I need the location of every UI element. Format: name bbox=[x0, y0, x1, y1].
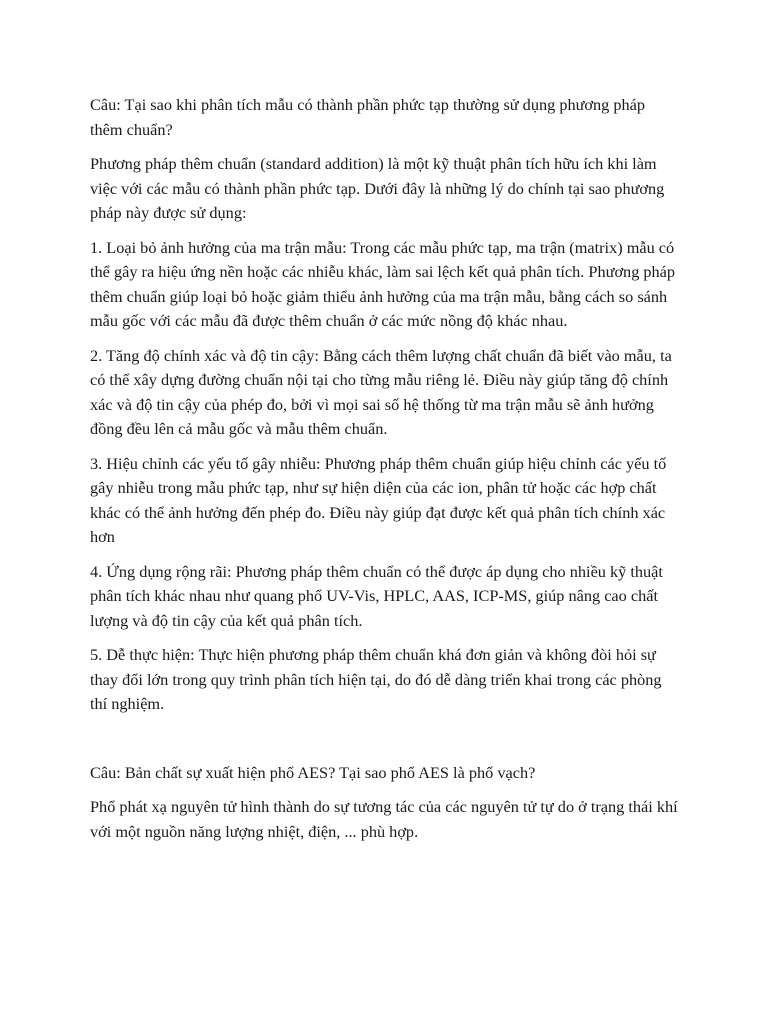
question-1: Câu: Tại sao khi phân tích mẫu có thành phần phức tạp thường sử dụng phương pháp thêm chuẩn? bbox=[90, 95, 646, 139]
answer-1-point-2: 2. Tăng độ chính xác và độ tin cậy: Bằng cách thêm lượng chất chuẩn đã biết vào mẫu, ta có thể xây dựng đường chuẩn nội tại cho từng mẫu riêng lẻ. Điều này giúp tăng độ chính xác và độ tin cậy của phép đo, bởi vì mọi sai số hệ thống từ ma trận mẫu sẽ ảnh hưởng đồng đều lên cả mẫu gốc và mẫu thêm chuẩn. bbox=[90, 345, 672, 438]
answer-2: Phổ phát xạ nguyên tử hình thành do sự tương tác của các nguyên tử tự do ở trạng thái khí với một nguồn năng lượng nhiệt, điện, ... phù hợp. bbox=[90, 797, 678, 841]
document-body bbox=[90, 93, 680, 854]
answer-1-point-4: 4. Ứng dụng rộng rãi: Phương pháp thêm chuẩn có thể được áp dụng cho nhiều kỹ thuật phân tích khác nhau như quang phổ UV-Vis, HPLC, AAS, ICP-MS, giúp nâng cao chất lượng và độ tin cậy của kết quả phân tích. bbox=[90, 561, 663, 630]
answer-1-point-3: 3. Hiệu chỉnh các yếu tố gây nhiễu: Phương pháp thêm chuẩn giúp hiệu chỉnh các yếu tố gây nhiễu trong mẫu phức tạp, như sự hiện diện của các ion, phân tử hoặc các hợp chất khác có thể ảnh hưởng đến phép đo. Điều này giúp đạt được kết quả phân tích chính xác hơn bbox=[90, 453, 667, 546]
answer-1-intro: Phương pháp thêm chuẩn (standard addition) là một kỹ thuật phân tích hữu ích khi làm việc với các mẫu có thành phần phức tạp. Dưới đây là những lý do chính tại sao phương pháp này được sử dụng: bbox=[90, 154, 665, 222]
answer-1-point-5: 5. Dễ thực hiện: Thực hiện phương pháp thêm chuẩn khá đơn giản và không đòi hỏi sự thay đổi lớn trong quy trình phân tích hiện tại, do đó dễ dàng triển khai trong các phòng thí nghiệm. bbox=[90, 645, 662, 713]
question-2: Câu: Bản chất sự xuất hiện phổ AES? Tại sao phổ AES là phổ vạch? bbox=[90, 762, 536, 782]
answer-1-point-1: 1. Loại bỏ ảnh hưởng của ma trận mẫu: Trong các mẫu phức tạp, ma trận (matrix) mẫu có thể gây ra hiệu ứng nền hoặc các nhiễu khác, làm sai lệch kết quả phân tích. Phương pháp thêm chuẩn giúp loại bỏ hoặc giảm thiểu ảnh hưởng của ma trận mẫu, bằng cách so sánh mẫu gốc với các mẫu đã được thêm chuẩn ở các mức nồng độ khác nhau. bbox=[90, 237, 676, 330]
section-gap bbox=[90, 727, 680, 761]
